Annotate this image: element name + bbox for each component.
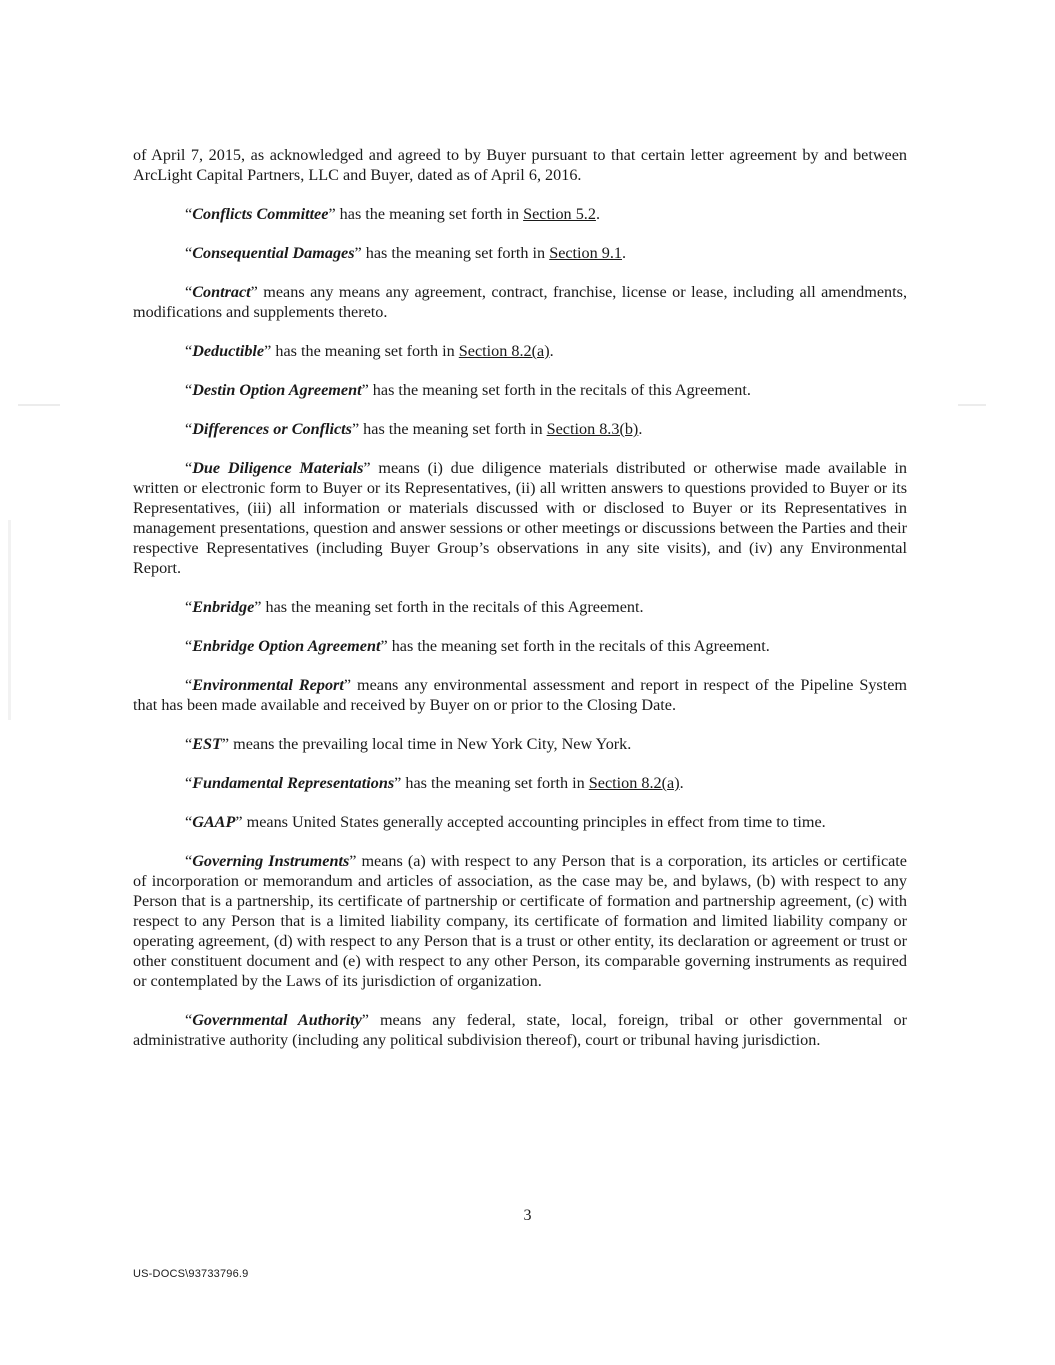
section-reference: Section 9.1	[549, 244, 623, 262]
defined-term: Due Diligence Materials	[192, 459, 364, 477]
paragraph-text: “	[185, 459, 193, 477]
defined-term: EST	[192, 735, 222, 753]
defined-term: Destin Option Agreement	[192, 381, 362, 399]
paragraph-text: ” has the meaning set forth in the recitals of this Agreement.	[380, 637, 770, 655]
paragraph-text: “	[185, 381, 193, 399]
paragraph-text: ” has the meaning set forth in	[351, 420, 547, 438]
defined-term: Consequential Damages	[192, 244, 355, 262]
section-reference: Section 8.3(b)	[546, 420, 639, 438]
paragraph-text: ” has the meaning set forth in	[354, 244, 550, 262]
paragraph-text: “	[185, 852, 193, 870]
defined-term: Conflicts Committee	[192, 205, 329, 223]
definition-def-consequential-damages	[133, 243, 907, 263]
scan-artifact	[958, 404, 986, 406]
definition-def-gaap	[133, 812, 907, 832]
paragraph-text: “	[185, 205, 193, 223]
paragraph-text: ” means any environmental assessment and report in respect of the Pipeline System that has been made available and received by Buyer on or prior to the Closing Date.	[133, 676, 907, 714]
paragraph-text: “	[185, 637, 193, 655]
section-reference: Section 8.2(a)	[458, 342, 550, 360]
defined-term: Deductible	[192, 342, 265, 360]
scan-artifact	[18, 404, 60, 406]
paragraph-text: ” has the meaning set forth in the recitals of this Agreement.	[254, 598, 644, 616]
paragraph-text: “	[185, 1011, 193, 1029]
paragraph-text: “	[185, 676, 193, 694]
paragraph-text: “	[185, 735, 193, 753]
defined-term: Enbridge Option Agreement	[192, 637, 381, 655]
paragraph-text: ” has the meaning set forth in	[264, 342, 459, 360]
document-id: US-DOCS\93733796.9	[133, 1268, 249, 1280]
paragraph-text: .	[638, 420, 643, 438]
paragraph-text: .	[622, 244, 627, 262]
definition-def-conflicts-committee	[133, 204, 907, 224]
definition-def-governmental-authority	[133, 1010, 907, 1050]
paragraph-text: ” has the meaning set forth in	[328, 205, 524, 223]
defined-term: Fundamental Representations	[192, 774, 395, 792]
paragraph-text: “	[185, 244, 193, 262]
section-reference: Section 5.2	[523, 205, 596, 223]
definition-def-enbridge-option-agreement	[133, 636, 907, 656]
paragraph-text: .	[549, 342, 554, 360]
paragraph-text: “	[185, 813, 193, 831]
paragraph-text: “	[185, 283, 193, 301]
definition-def-due-diligence-materials	[133, 458, 907, 578]
definition-def-destin-option-agreement	[133, 380, 907, 400]
paragraph-text: “	[185, 598, 193, 616]
scan-artifact	[8, 520, 11, 720]
paragraph-text: .	[595, 205, 600, 223]
paragraph-text: ” means (i) due diligence materials distributed or otherwise made available in written or electronic form to Buyer or its Representatives, (ii) all written answers to questions provided to Buyer or its Representatives, (iii) all information or materials discussed with or disclosed to Buyer or its Representatives in management presentations, question and answer sessions or other meetings or discussions between the Parties and their respective Representatives (including Buyer Group’s observations in any site visits), and (iv) any Environmental Report.	[133, 459, 907, 577]
definition-def-deductible	[133, 341, 907, 361]
defined-term: Governing Instruments	[192, 852, 350, 870]
definition-def-est	[133, 734, 907, 754]
paragraph-text: “	[185, 420, 193, 438]
page-number: 3	[523, 1207, 532, 1224]
definition-def-governing-instruments	[133, 851, 907, 991]
defined-term: GAAP	[192, 813, 236, 831]
defined-term: Governmental Authority	[192, 1011, 362, 1029]
paragraph-text: ” means any means any agreement, contract, franchise, license or lease, including all amendments, modifications and supplements thereto.	[133, 283, 907, 321]
section-reference: Section 8.2(a)	[588, 774, 680, 792]
defined-term: Differences or Conflicts	[192, 420, 352, 438]
paragraph-text: ” means (a) with respect to any Person that is a corporation, its articles or certificate of incorporation or memorandum and articles of association, as the case may be, and bylaws, (b) with respect to any Person that is a partnership, its certificate of partnership or certificate of formation and partnership agreement, (c) with respect to any Person that is a limited liability company, its certificate of formation and limited liability company or operating agreement, (d) with respect to any Person that is a trust or other entity, its declaration or agreement or trust or other constituent document and (e) with respect to any other Person, its comparable governing instruments as required or contemplated by the Laws of its jurisdiction of organization.	[133, 852, 907, 990]
paragraph-text: “	[185, 342, 193, 360]
defined-term: Environmental Report	[192, 676, 344, 694]
paragraph-text: “	[185, 774, 193, 792]
definition-def-fundamental-representations	[133, 773, 907, 793]
definition-def-differences-or-conflicts	[133, 419, 907, 439]
paragraph-text: ” has the meaning set forth in the recitals of this Agreement.	[361, 381, 751, 399]
paragraph-text: ” means United States generally accepted accounting principles in effect from time to time.	[235, 813, 826, 831]
paragraph-text: of April 7, 2015, as acknowledged and agreed to by Buyer pursuant to that certain letter agreement by and between ArcLight Capital Partners, LLC and Buyer, dated as of April 6, 2016.	[133, 146, 907, 184]
defined-term: Enbridge	[192, 598, 255, 616]
document-body	[133, 145, 907, 1069]
definition-def-environmental-report	[133, 675, 907, 715]
definition-intro-continuation	[133, 145, 907, 185]
definition-def-contract	[133, 282, 907, 322]
paragraph-text: ” means any federal, state, local, foreign, tribal or other governmental or administrative authority (including any political subdivision thereof), court or tribunal having jurisdiction.	[133, 1011, 907, 1049]
definition-def-enbridge	[133, 597, 907, 617]
paragraph-text: .	[679, 774, 684, 792]
paragraph-text: ” has the meaning set forth in	[394, 774, 589, 792]
defined-term: Contract	[192, 283, 251, 301]
paragraph-text: ” means the prevailing local time in New York City, New York.	[221, 735, 632, 753]
